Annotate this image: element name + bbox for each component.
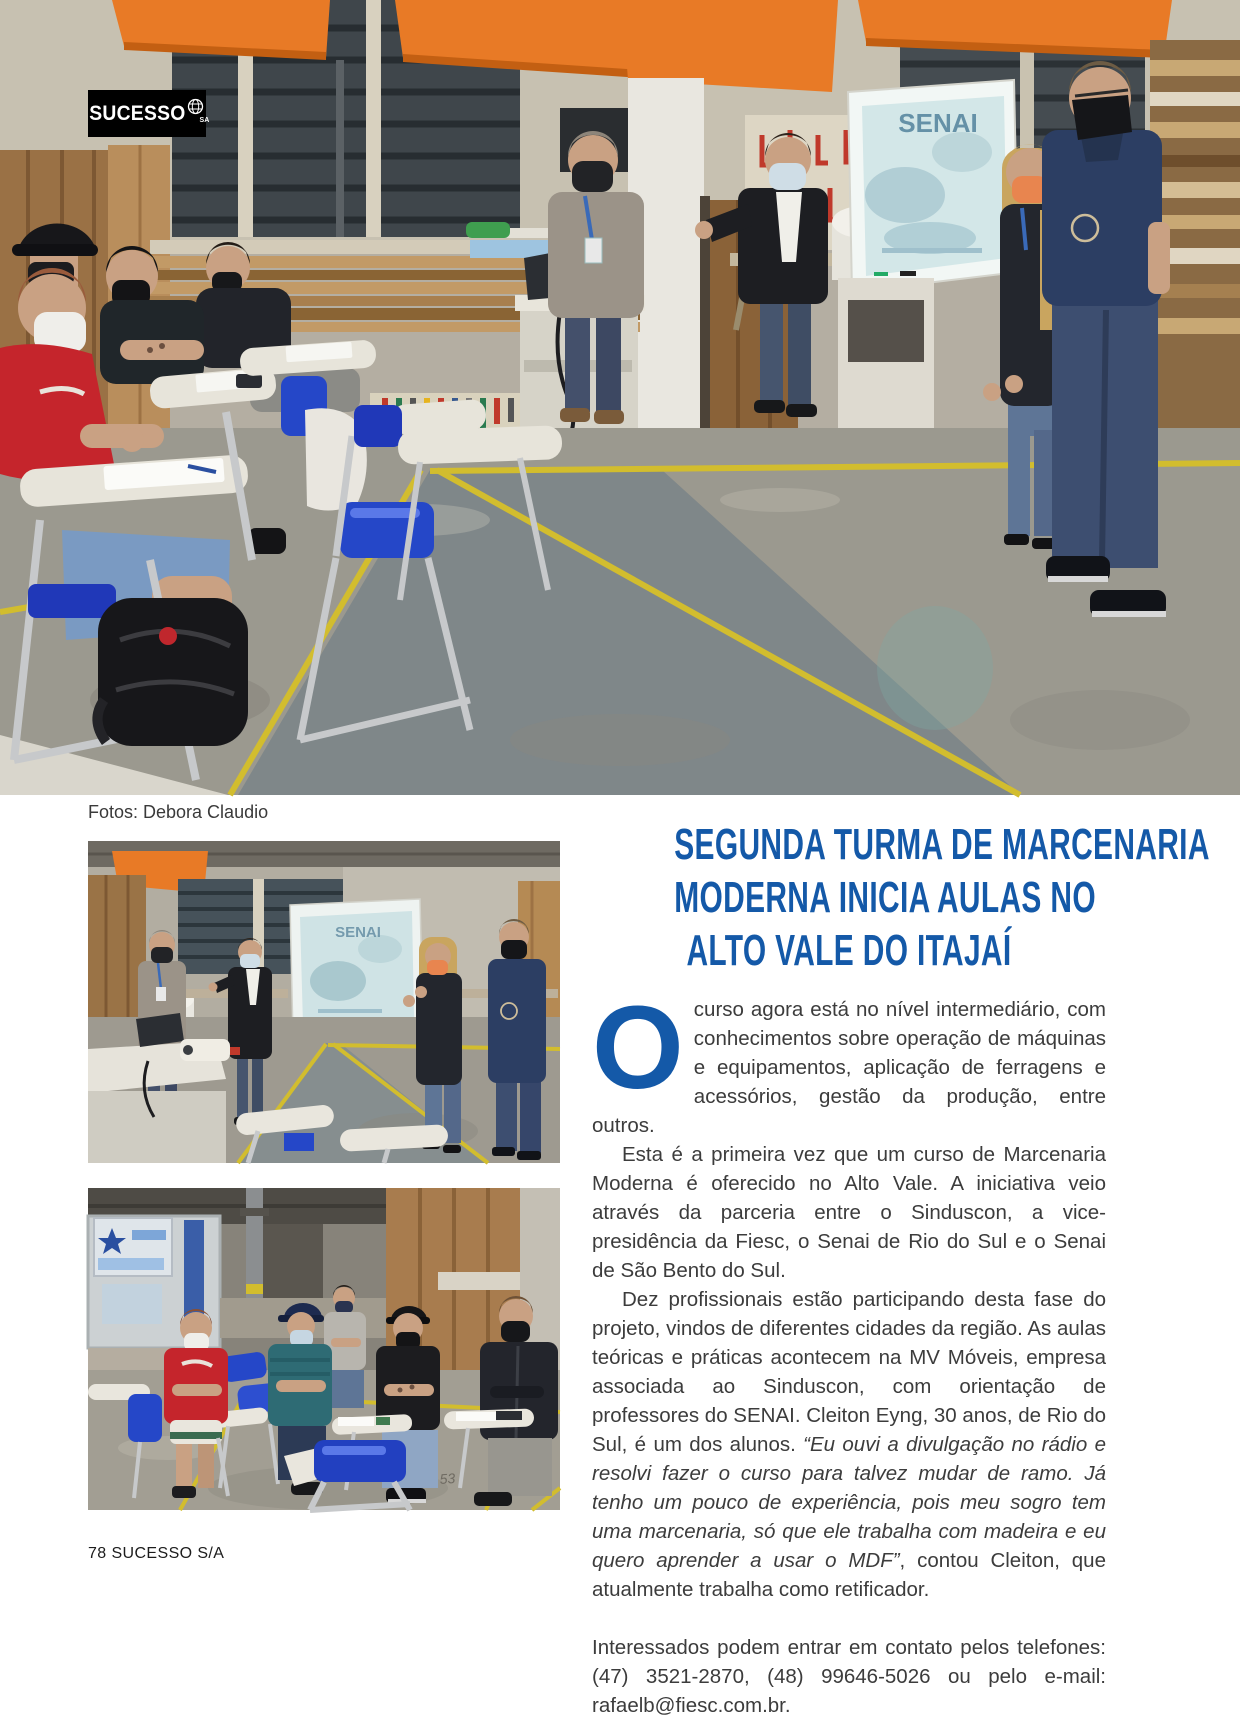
photo-standing-group [88,841,560,1163]
photo-credit: Fotos: Debora Claudio [88,802,269,822]
paragraph-3-quote: “Eu ouvi a divulgação no rádio e resolvi fazer o curso para talvez mudar de ramo. Já tenho um pouco de experiência, pois meu sogro tem uma marcenaria, só que ele trabalha com madeira e eu quero aprender a usar o MDF” [592,1433,1106,1572]
photo-students-seated [88,1188,560,1510]
paragraph-3 [592,1285,1106,1604]
instructor-navy-polo [1042,61,1170,617]
standing-group-scene [88,841,560,1163]
article [592,818,1210,1720]
paragraph-lead-text: curso agora está no nível intermediário, com conhecimentos sobre operação de máquinas e equipamentos, aplicação de ferragens e acessórios, gestão da produção, entre outros. [592,998,1106,1137]
page-footer: 78 SUCESSO S/A [88,1545,225,1562]
orange-face-mask [427,960,448,975]
drop-cap: O [592,982,684,1114]
paragraph-lead [592,982,1106,1140]
article-body [592,982,1106,1720]
black-face-mask [1072,95,1132,140]
badge-suffix: SA [199,117,210,124]
paragraph-2: Esta é a primeira vez que um curso de Marcenaria Moderna é oferecido no Alto Vale. A iniciativa veio através da parceria entre o Sinduscon, a vice-presidência da Fiesc, o Senai de Rio do Sul e o Senai de São Bento do Sul. [592,1143,1106,1282]
screen-projected-text: SENAI [335,924,381,941]
students-seated-scene [88,1188,560,1510]
backpack [97,598,248,746]
paragraph-contact: Interessados podem entrar em contato pelos telefones: (47) 3521-2870, (48) 99646-5026 ou pelo e-mail: rafaelb@fiesc.com.br. [592,1636,1106,1717]
article-headline [592,818,1210,977]
face-mask [572,161,613,192]
headline-line-3: ALTO VALE DO ITAJAÍ [686,926,1012,975]
paragraph-3-tail: , contou Cleiton, que atualmente trabalha como retificador. [592,1549,1106,1601]
sucesso-logo-badge [88,90,210,137]
projection-screen [290,899,423,1037]
projection-screen [848,80,1018,292]
headline-line-2: MODERNA INICIA AULAS NO [674,873,1096,922]
black-face-mask [501,940,527,959]
paragraph-3-lead: Dez profissionais estão participando desta fase do projeto, vindos de diferentes cidades da região. As aulas teóricas e práticas acontecem na MV Móveis, empresa associada ao Sinduscon, com orientação de professores do SENAI. Cleiton Eyng, 30 anos, de Rio do Sul, é um dos alunos. [592,1288,1106,1456]
badge-title: SUCESSO [88,101,186,125]
headline-line-1: SEGUNDA TURMA DE MARCENARIA [674,820,1210,869]
screen-cabinet [838,271,934,444]
wood-cabinet [88,875,146,1025]
floor-marking: 53 [439,1469,456,1487]
chair-seat-blue [28,584,116,618]
face-mask [769,163,806,190]
screen-projected-text: SENAI [898,108,978,138]
